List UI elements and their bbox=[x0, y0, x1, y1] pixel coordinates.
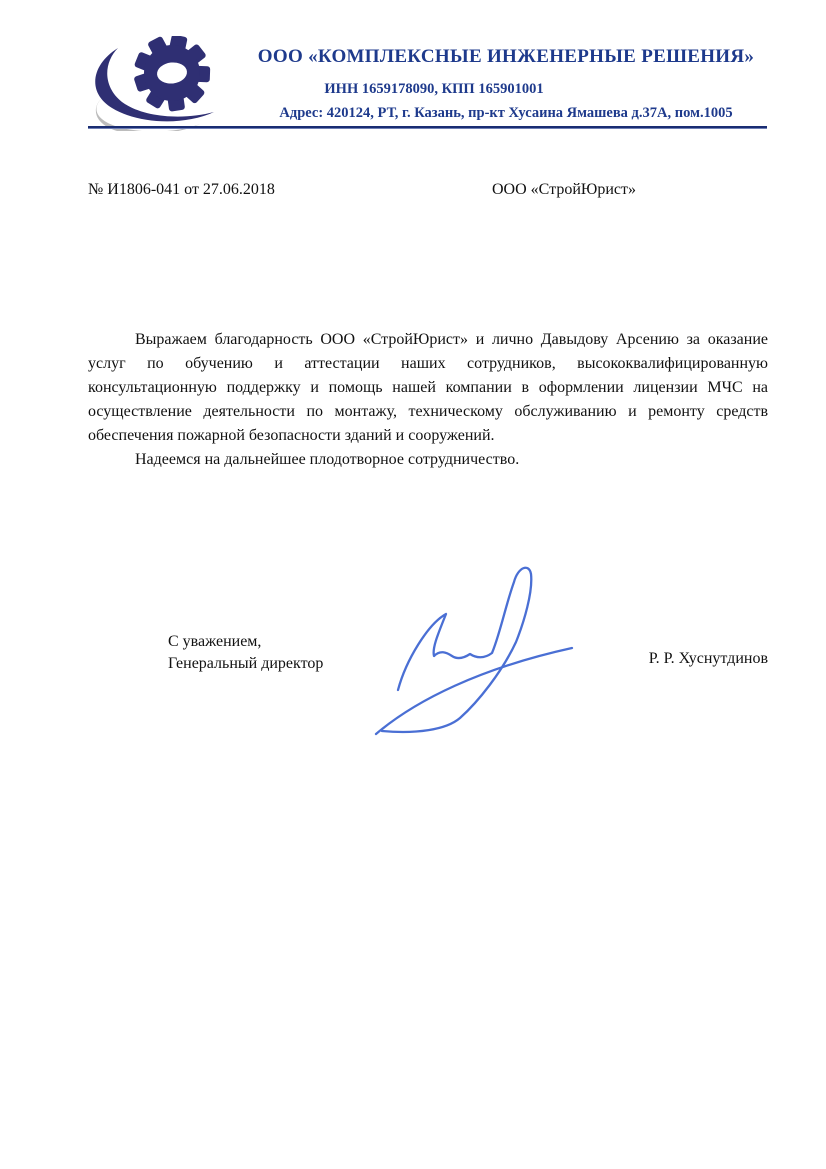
closing-position: Генеральный директор bbox=[168, 654, 324, 672]
signatory-name: Р. Р. Хуснутдинов bbox=[648, 650, 768, 667]
signature-main-stroke bbox=[382, 568, 531, 732]
body-line: услуг по обучению и аттестации наших сотрудников, высококвалифицированную bbox=[88, 354, 768, 372]
handwritten-signature-icon bbox=[366, 562, 576, 740]
body-line: обеспечения пожарной безопасности зданий и сооружений. bbox=[88, 426, 495, 444]
recipient: ООО «СтройЮрист» bbox=[492, 181, 636, 198]
gear-icon bbox=[126, 36, 218, 119]
body-line: Надеемся на дальнейшее плодотворное сотрудничество. bbox=[135, 450, 520, 468]
reference-number: № И1806-041 от 27.06.2018 bbox=[88, 181, 275, 198]
company-inn-kpp: ИНН 1659178090, КПП 165901001 bbox=[324, 81, 544, 97]
company-name: ООО «КОМПЛЕКСНЫЕ ИНЖЕНЕРНЫЕ РЕШЕНИЯ» bbox=[257, 46, 755, 67]
body-line: консультационную поддержку и помощь нашей компании в оформлении лицензии МЧС на bbox=[88, 378, 768, 396]
company-address: Адрес: 420124, РТ, г. Казань, пр-кт Хусаина Ямашева д.37А, пом.1005 bbox=[279, 105, 733, 121]
reference-row bbox=[88, 181, 768, 201]
header-divider bbox=[88, 126, 767, 129]
body-line: Выражаем благодарность ООО «СтройЮрист» и лично Давыдову Арсению за оказание bbox=[135, 331, 768, 348]
signature-underline-stroke bbox=[376, 648, 572, 734]
letter-body bbox=[88, 328, 768, 471]
closing-salutation: С уважением, bbox=[168, 633, 262, 650]
body-line: осуществление деятельности по монтажу, техническому обслуживанию и ремонту средств bbox=[88, 402, 768, 420]
letterhead bbox=[244, 46, 768, 122]
closing-block bbox=[168, 631, 323, 674]
